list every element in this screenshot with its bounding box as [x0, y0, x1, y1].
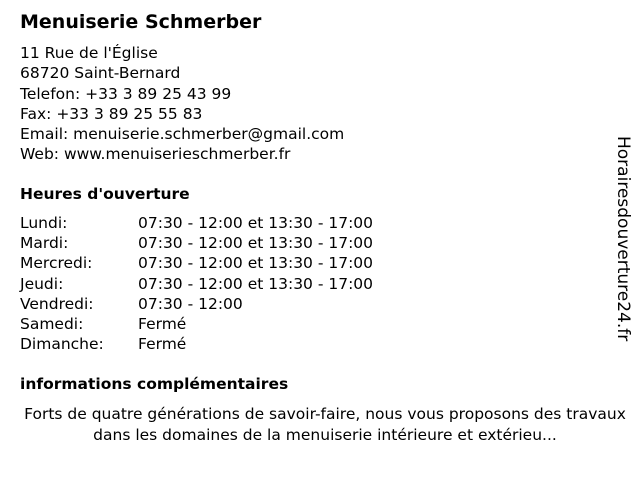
- additional-info-heading: informations complémentaires: [20, 375, 289, 393]
- opening-hours-heading: Heures d'ouverture: [20, 185, 190, 203]
- day-label: Mercredi:: [20, 254, 93, 273]
- email-address: Email: menuiserie.schmerber@gmail.com: [20, 125, 345, 144]
- business-description: Forts de quatre générations de savoir-faire, nous vous proposons des travaux dans les domaines de la menuiserie intérieure et extérieu...: [24, 405, 626, 444]
- fax-number: Fax: +33 3 89 25 55 83: [20, 104, 203, 123]
- day-label: Dimanche:: [20, 335, 104, 354]
- website-address: Web: www.menuiserieschmerber.fr: [20, 145, 291, 164]
- day-hours: Fermé: [138, 314, 187, 333]
- phone-number: Telefon: +33 3 89 25 43 99: [20, 84, 232, 103]
- day-hours: 07:30 - 12:00 et 13:30 - 17:00: [138, 274, 374, 293]
- day-label: Jeudi:: [20, 274, 64, 293]
- day-label: Samedi:: [20, 314, 84, 333]
- day-label: Mardi:: [20, 234, 69, 253]
- day-label: Vendredi:: [20, 294, 94, 313]
- day-hours: Fermé: [138, 335, 187, 354]
- contact-details: [20, 43, 344, 165]
- day-hours: 07:30 - 12:00: [138, 294, 243, 313]
- watermark-text: Horairesdouverture24.fr: [613, 136, 633, 342]
- site-watermark: [612, 136, 636, 346]
- day-label: Lundi:: [20, 214, 68, 232]
- day-hours: 07:30 - 12:00 et 13:30 - 17:00: [138, 214, 374, 232]
- address-street: 11 Rue de l'Église: [20, 44, 158, 62]
- day-hours: 07:30 - 12:00 et 13:30 - 17:00: [138, 234, 374, 253]
- day-hours: 07:30 - 12:00 et 13:30 - 17:00: [138, 254, 374, 273]
- address-city: 68720 Saint-Bernard: [20, 64, 181, 83]
- business-name: Menuiserie Schmerber: [20, 11, 262, 33]
